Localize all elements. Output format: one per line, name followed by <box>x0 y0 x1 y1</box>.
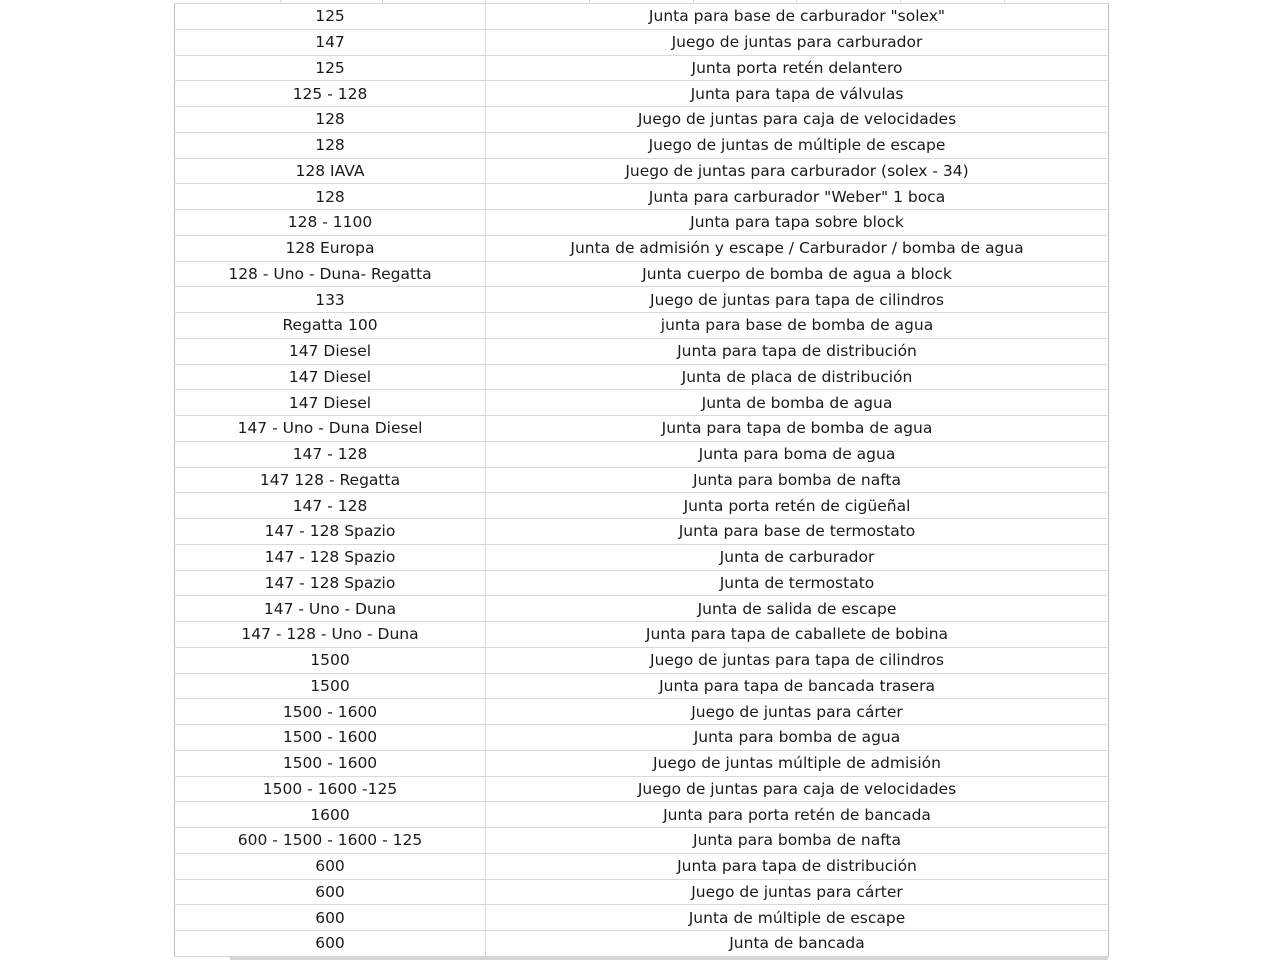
model-cell[interactable]: 147 - Uno - Duna <box>175 596 486 622</box>
spreadsheet <box>174 0 1108 960</box>
table-row <box>175 416 1109 442</box>
description-cell[interactable]: Junta de placa de distribución <box>486 364 1109 390</box>
table-row <box>175 647 1109 673</box>
table-row <box>175 853 1109 879</box>
description-cell[interactable]: Juego de juntas para caja de velocidades <box>486 107 1109 133</box>
model-cell[interactable]: 1500 - 1600 <box>175 750 486 776</box>
model-cell[interactable]: 128 <box>175 132 486 158</box>
description-cell[interactable]: Junta para tapa de distribución <box>486 338 1109 364</box>
model-cell[interactable]: 147 <box>175 29 486 55</box>
gasket-table-body <box>175 4 1109 957</box>
table-row <box>175 519 1109 545</box>
model-cell[interactable]: 128 <box>175 107 486 133</box>
table-row <box>175 802 1109 828</box>
table-row <box>175 570 1109 596</box>
model-cell[interactable]: Regatta 100 <box>175 313 486 339</box>
description-cell[interactable]: Junta para tapa de caballete de bobina <box>486 622 1109 648</box>
model-cell[interactable]: 147 - 128 Spazio <box>175 544 486 570</box>
model-cell[interactable]: 600 <box>175 879 486 905</box>
table-row <box>175 776 1109 802</box>
description-cell[interactable]: Junta de carburador <box>486 544 1109 570</box>
model-cell[interactable]: 147 - 128 <box>175 493 486 519</box>
description-cell[interactable]: Junta para boma de agua <box>486 441 1109 467</box>
model-cell[interactable]: 1500 - 1600 <box>175 699 486 725</box>
table-row <box>175 287 1109 313</box>
description-cell[interactable]: Junta porta retén delantero <box>486 55 1109 81</box>
model-cell[interactable]: 147 - 128 Spazio <box>175 570 486 596</box>
description-cell[interactable]: Junta porta retén de cigüeñal <box>486 493 1109 519</box>
table-row <box>175 390 1109 416</box>
model-cell[interactable]: 147 - 128 <box>175 441 486 467</box>
model-cell[interactable]: 600 <box>175 853 486 879</box>
table-row <box>175 29 1109 55</box>
description-cell[interactable]: Juego de juntas para cárter <box>486 699 1109 725</box>
description-cell[interactable]: Juego de juntas para tapa de cilindros <box>486 647 1109 673</box>
model-cell[interactable]: 128 Europa <box>175 235 486 261</box>
model-cell[interactable]: 600 <box>175 931 486 957</box>
description-cell[interactable]: Junta para tapa de distribución <box>486 853 1109 879</box>
table-row <box>175 364 1109 390</box>
model-cell[interactable]: 125 <box>175 4 486 30</box>
table-row <box>175 673 1109 699</box>
description-cell[interactable]: Juego de juntas múltiple de admisión <box>486 750 1109 776</box>
table-row <box>175 879 1109 905</box>
model-cell[interactable]: 1500 - 1600 -125 <box>175 776 486 802</box>
table-row <box>175 210 1109 236</box>
model-cell[interactable]: 1500 <box>175 647 486 673</box>
table-row <box>175 338 1109 364</box>
description-cell[interactable]: Junta para bomba de agua <box>486 725 1109 751</box>
table-row <box>175 931 1109 957</box>
model-cell[interactable]: 1600 <box>175 802 486 828</box>
description-cell[interactable]: Juego de juntas para cárter <box>486 879 1109 905</box>
description-cell[interactable]: Junta de termostato <box>486 570 1109 596</box>
table-row <box>175 81 1109 107</box>
table-row <box>175 544 1109 570</box>
table-row <box>175 467 1109 493</box>
description-cell[interactable]: Junta para base de carburador "solex" <box>486 4 1109 30</box>
model-cell[interactable]: 147 - 128 Spazio <box>175 519 486 545</box>
model-cell[interactable]: 147 Diesel <box>175 390 486 416</box>
model-cell[interactable]: 128 <box>175 184 486 210</box>
horizontal-scrollbar[interactable] <box>230 956 1108 960</box>
description-cell[interactable]: Junta de admisión y escape / Carburador / bomba de agua <box>486 235 1109 261</box>
description-cell[interactable]: Junta para tapa de válvulas <box>486 81 1109 107</box>
table-row <box>175 313 1109 339</box>
table-row <box>175 622 1109 648</box>
model-cell[interactable]: 600 - 1500 - 1600 - 125 <box>175 828 486 854</box>
model-cell[interactable]: 1500 <box>175 673 486 699</box>
description-cell[interactable]: Junta para tapa sobre block <box>486 210 1109 236</box>
description-cell[interactable]: Juego de juntas para tapa de cilindros <box>486 287 1109 313</box>
model-cell[interactable]: 125 <box>175 55 486 81</box>
description-cell[interactable]: Juego de juntas de múltiple de escape <box>486 132 1109 158</box>
table-row <box>175 132 1109 158</box>
table-row <box>175 184 1109 210</box>
model-cell[interactable]: 125 - 128 <box>175 81 486 107</box>
description-cell[interactable]: Junta para porta retén de bancada <box>486 802 1109 828</box>
table-row <box>175 493 1109 519</box>
description-cell[interactable]: Junta de bancada <box>486 931 1109 957</box>
description-cell[interactable]: Juego de juntas para carburador <box>486 29 1109 55</box>
description-cell[interactable]: Junta para tapa de bomba de agua <box>486 416 1109 442</box>
model-cell[interactable]: 128 - Uno - Duna- Regatta <box>175 261 486 287</box>
table-row <box>175 750 1109 776</box>
description-cell[interactable]: Junta para tapa de bancada trasera <box>486 673 1109 699</box>
description-cell[interactable]: Junta de múltiple de escape <box>486 905 1109 931</box>
description-cell[interactable]: Junta para bomba de nafta <box>486 828 1109 854</box>
table-row <box>175 261 1109 287</box>
model-cell[interactable]: 600 <box>175 905 486 931</box>
description-cell[interactable]: junta para base de bomba de agua <box>486 313 1109 339</box>
description-cell[interactable]: Juego de juntas para carburador (solex - 34) <box>486 158 1109 184</box>
table-row <box>175 4 1109 30</box>
description-cell[interactable]: Junta de bomba de agua <box>486 390 1109 416</box>
description-cell[interactable]: Junta para base de termostato <box>486 519 1109 545</box>
description-cell[interactable]: Junta cuerpo de bomba de agua a block <box>486 261 1109 287</box>
description-cell[interactable]: Juego de juntas para caja de velocidades <box>486 776 1109 802</box>
model-cell[interactable]: 147 128 - Regatta <box>175 467 486 493</box>
model-cell[interactable]: 128 IAVA <box>175 158 486 184</box>
model-cell[interactable]: 133 <box>175 287 486 313</box>
table-row <box>175 107 1109 133</box>
model-cell[interactable]: 147 Diesel <box>175 364 486 390</box>
table-row <box>175 235 1109 261</box>
table-row <box>175 55 1109 81</box>
model-cell[interactable]: 147 - Uno - Duna Diesel <box>175 416 486 442</box>
model-cell[interactable]: 1500 - 1600 <box>175 725 486 751</box>
table-row <box>175 828 1109 854</box>
table-row <box>175 596 1109 622</box>
model-cell[interactable]: 147 Diesel <box>175 338 486 364</box>
table-row <box>175 441 1109 467</box>
description-cell[interactable]: Junta de salida de escape <box>486 596 1109 622</box>
model-cell[interactable]: 147 - 128 - Uno - Duna <box>175 622 486 648</box>
table-row <box>175 725 1109 751</box>
model-cell[interactable]: 128 - 1100 <box>175 210 486 236</box>
description-cell[interactable]: Junta para carburador "Weber" 1 boca <box>486 184 1109 210</box>
gasket-table <box>174 3 1109 957</box>
table-row <box>175 905 1109 931</box>
table-row <box>175 699 1109 725</box>
table-row <box>175 158 1109 184</box>
description-cell[interactable]: Junta para bomba de nafta <box>486 467 1109 493</box>
